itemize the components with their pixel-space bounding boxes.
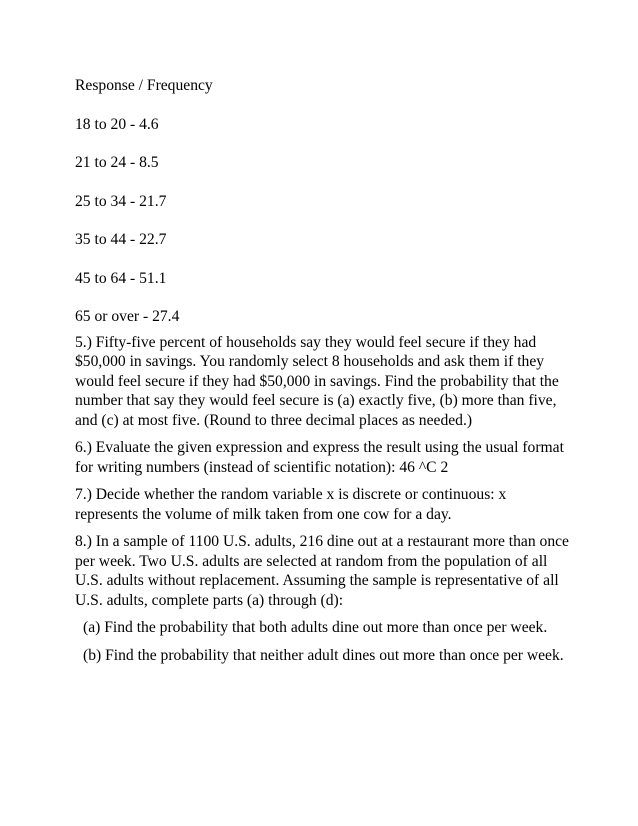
question-8-part-b: (b) Find the probability that neither adult dines out more than once per week. — [83, 646, 564, 664]
table-row: 21 to 24 - 8.5 — [75, 154, 159, 171]
question-8-part-a: (a) Find the probability that both adults dine out more than once per week. — [83, 619, 548, 636]
question-6: 6.) Evaluate the given expression and express the result using the usual format for writing numbers (instead of scientific notation): 46 ^C 2 — [75, 439, 564, 476]
table-header: Response / Frequency — [75, 77, 213, 94]
table-row: 65 or over - 27.4 — [75, 308, 180, 325]
table-row: 25 to 34 - 21.7 — [75, 192, 167, 210]
table-row: 45 to 64 - 51.1 — [75, 269, 167, 287]
table-row: 35 to 44 - 22.7 — [75, 231, 167, 248]
question-8: 8.) In a sample of 1100 U.S. adults, 216 dine out at a restaurant more than once per week. Two U.S. adults are selected at random from the population of all U.S. adults without replacement. Assuming the sample is representative of all U.S. adults, complete parts (a) through (d): — [75, 533, 569, 609]
document-page — [75, 76, 570, 673]
question-7: 7.) Decide whether the random variable x is discrete or continuous: x represents the volume of milk taken from one cow for a day. — [75, 486, 507, 523]
question-5: 5.) Fifty-five percent of households say they would feel secure if they had $50,000 in savings. You randomly select 8 households and ask them if they would feel secure if they had $50,000 in savings. Find the probability that the number that say they would feel secure is (a) exactly five, (b) more than five, and (c) at most five. (Round to three decimal places as needed.) — [75, 333, 559, 429]
table-row: 18 to 20 - 4.6 — [75, 115, 159, 133]
